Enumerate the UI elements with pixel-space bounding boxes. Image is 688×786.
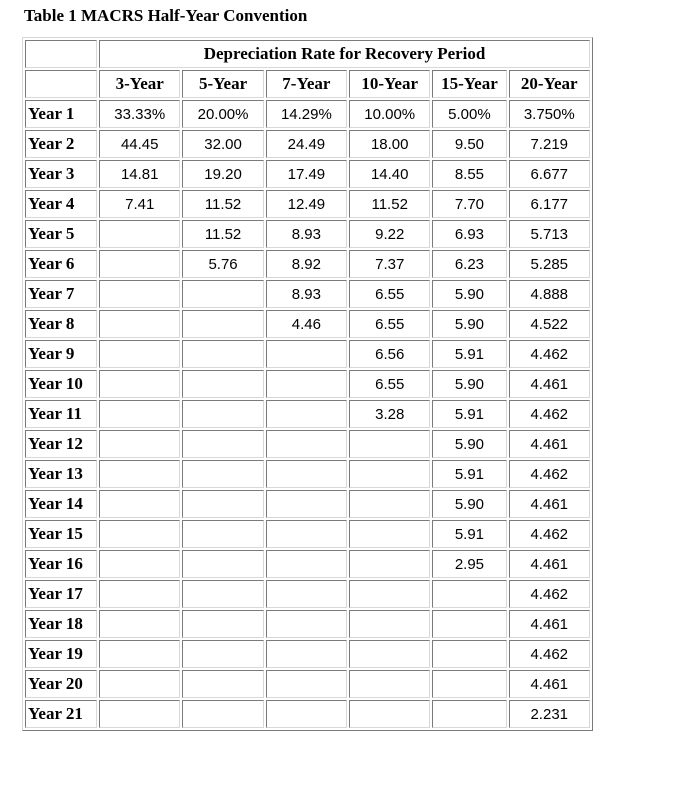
rate-cell: 24.49 (266, 130, 347, 158)
rate-cell: 7.37 (349, 250, 430, 278)
rate-cell (349, 460, 430, 488)
row-label: Year 11 (25, 400, 97, 428)
rate-cell (182, 580, 263, 608)
rate-cell: 18.00 (349, 130, 430, 158)
rate-cell: 5.91 (432, 460, 506, 488)
row-label: Year 13 (25, 460, 97, 488)
corner-cell (25, 40, 97, 68)
rate-cell (266, 610, 347, 638)
rate-cell: 4.461 (509, 490, 591, 518)
rate-cell (182, 490, 263, 518)
rate-cell (349, 640, 430, 668)
rate-cell (99, 520, 180, 548)
rate-cell: 5.00% (432, 100, 506, 128)
rate-cell (432, 670, 506, 698)
rate-cell: 44.45 (99, 130, 180, 158)
table-row (25, 700, 590, 728)
rate-cell (266, 400, 347, 428)
table-caption: Table 1 MACRS Half-Year Convention (24, 6, 308, 25)
column-header: 5-Year (182, 70, 263, 98)
rate-cell (99, 610, 180, 638)
rate-cell (432, 700, 506, 728)
rate-cell (266, 430, 347, 458)
rate-cell: 5.90 (432, 490, 506, 518)
rate-cell (266, 640, 347, 668)
rate-cell: 4.461 (509, 670, 591, 698)
rate-cell: 6.93 (432, 220, 506, 248)
rate-cell: 14.29% (266, 100, 347, 128)
rate-cell (182, 460, 263, 488)
column-header: 7-Year (266, 70, 347, 98)
rate-cell (99, 550, 180, 578)
rate-cell: 6.23 (432, 250, 506, 278)
macrs-table (22, 37, 593, 731)
rate-cell: 4.462 (509, 580, 591, 608)
rate-cell: 5.76 (182, 250, 263, 278)
rate-cell (99, 700, 180, 728)
table-row (25, 220, 590, 248)
rate-cell: 4.461 (509, 370, 591, 398)
table-row (25, 610, 590, 638)
rate-cell: 9.50 (432, 130, 506, 158)
row-label: Year 4 (25, 190, 97, 218)
rate-cell: 4.462 (509, 520, 591, 548)
rate-cell (182, 670, 263, 698)
rate-cell: 8.92 (266, 250, 347, 278)
rate-cell: 5.713 (509, 220, 591, 248)
rate-cell (182, 430, 263, 458)
rate-cell: 5.91 (432, 400, 506, 428)
rate-cell (182, 310, 263, 338)
group-header: Depreciation Rate for Recovery Period (99, 40, 590, 68)
rate-cell: 4.522 (509, 310, 591, 338)
rate-cell: 11.52 (182, 190, 263, 218)
group-header-row (25, 40, 590, 68)
row-label: Year 8 (25, 310, 97, 338)
rate-cell: 3.28 (349, 400, 430, 428)
rate-cell: 19.20 (182, 160, 263, 188)
rate-cell: 8.93 (266, 220, 347, 248)
table-row (25, 370, 590, 398)
rate-cell (432, 640, 506, 668)
rate-cell: 14.81 (99, 160, 180, 188)
rate-cell: 12.49 (266, 190, 347, 218)
row-label: Year 6 (25, 250, 97, 278)
rate-cell: 17.49 (266, 160, 347, 188)
rate-cell: 4.461 (509, 430, 591, 458)
column-header: 3-Year (99, 70, 180, 98)
rate-cell: 7.41 (99, 190, 180, 218)
rate-cell: 33.33% (99, 100, 180, 128)
row-label: Year 17 (25, 580, 97, 608)
table-row (25, 520, 590, 548)
column-header: 15-Year (432, 70, 506, 98)
table-row (25, 310, 590, 338)
table-row (25, 460, 590, 488)
rate-cell: 6.55 (349, 280, 430, 308)
table-row (25, 250, 590, 278)
column-header-row (25, 70, 590, 98)
table-row (25, 130, 590, 158)
rate-cell: 14.40 (349, 160, 430, 188)
table-row (25, 340, 590, 368)
rate-cell (182, 400, 263, 428)
row-label: Year 12 (25, 430, 97, 458)
rate-cell: 2.231 (509, 700, 591, 728)
rate-cell (182, 700, 263, 728)
rate-cell (182, 550, 263, 578)
rate-cell: 4.462 (509, 640, 591, 668)
table-row (25, 670, 590, 698)
row-label: Year 7 (25, 280, 97, 308)
rate-cell (99, 400, 180, 428)
rate-cell: 5.90 (432, 430, 506, 458)
rate-cell (266, 520, 347, 548)
rate-cell: 4.462 (509, 460, 591, 488)
column-header: 20-Year (509, 70, 591, 98)
rate-cell (266, 580, 347, 608)
rate-cell: 5.285 (509, 250, 591, 278)
table-row (25, 490, 590, 518)
rate-cell (182, 610, 263, 638)
rate-cell: 4.462 (509, 340, 591, 368)
rate-cell (349, 430, 430, 458)
rate-cell (349, 520, 430, 548)
rate-cell: 10.00% (349, 100, 430, 128)
rate-cell (99, 670, 180, 698)
rate-cell (99, 280, 180, 308)
rate-cell: 4.462 (509, 400, 591, 428)
rate-cell: 9.22 (349, 220, 430, 248)
table-row (25, 100, 590, 128)
rate-cell (349, 550, 430, 578)
rate-cell: 6.55 (349, 370, 430, 398)
rate-cell (432, 610, 506, 638)
table-row (25, 640, 590, 668)
table-row (25, 160, 590, 188)
rate-cell (99, 370, 180, 398)
table-body (25, 100, 590, 728)
row-label: Year 3 (25, 160, 97, 188)
row-label: Year 18 (25, 610, 97, 638)
rate-cell: 7.219 (509, 130, 591, 158)
row-label: Year 2 (25, 130, 97, 158)
rate-cell: 20.00% (182, 100, 263, 128)
rate-cell (99, 580, 180, 608)
rate-cell (99, 310, 180, 338)
row-label: Year 1 (25, 100, 97, 128)
rate-cell: 6.56 (349, 340, 430, 368)
rate-cell (99, 490, 180, 518)
rate-cell (99, 250, 180, 278)
rate-cell: 5.91 (432, 340, 506, 368)
rate-cell (349, 490, 430, 518)
column-header: 10-Year (349, 70, 430, 98)
row-label: Year 15 (25, 520, 97, 548)
row-label: Year 16 (25, 550, 97, 578)
rate-cell (266, 550, 347, 578)
table-row (25, 400, 590, 428)
rate-cell (266, 340, 347, 368)
rate-cell (99, 220, 180, 248)
rate-cell (99, 430, 180, 458)
rate-cell: 32.00 (182, 130, 263, 158)
table-row (25, 280, 590, 308)
rate-cell (182, 280, 263, 308)
rate-cell (349, 670, 430, 698)
table-row (25, 580, 590, 608)
rate-cell: 3.750% (509, 100, 591, 128)
rate-cell (266, 370, 347, 398)
row-label: Year 5 (25, 220, 97, 248)
rate-cell (266, 670, 347, 698)
rate-cell (349, 700, 430, 728)
rate-cell: 6.55 (349, 310, 430, 338)
row-label: Year 9 (25, 340, 97, 368)
rate-cell (182, 340, 263, 368)
table-row (25, 190, 590, 218)
rate-cell (349, 580, 430, 608)
rate-cell: 11.52 (349, 190, 430, 218)
rate-cell (99, 640, 180, 668)
rate-cell: 5.90 (432, 310, 506, 338)
rate-cell: 7.70 (432, 190, 506, 218)
rate-cell: 5.90 (432, 370, 506, 398)
rate-cell (432, 580, 506, 608)
rate-cell (266, 460, 347, 488)
rate-cell: 4.888 (509, 280, 591, 308)
row-label: Year 21 (25, 700, 97, 728)
rate-cell (99, 340, 180, 368)
rate-cell (182, 640, 263, 668)
table-row (25, 550, 590, 578)
row-label: Year 14 (25, 490, 97, 518)
rate-cell: 4.461 (509, 550, 591, 578)
rate-cell: 11.52 (182, 220, 263, 248)
rate-cell (349, 610, 430, 638)
rate-cell (266, 490, 347, 518)
rate-cell: 8.55 (432, 160, 506, 188)
rate-cell (182, 520, 263, 548)
rate-cell: 5.91 (432, 520, 506, 548)
corner-cell (25, 70, 97, 98)
rate-cell (99, 460, 180, 488)
rate-cell: 8.93 (266, 280, 347, 308)
rate-cell: 6.677 (509, 160, 591, 188)
rate-cell (266, 700, 347, 728)
rate-cell (182, 370, 263, 398)
row-label: Year 20 (25, 670, 97, 698)
table-row (25, 430, 590, 458)
rate-cell: 6.177 (509, 190, 591, 218)
rate-cell: 4.461 (509, 610, 591, 638)
row-label: Year 19 (25, 640, 97, 668)
row-label: Year 10 (25, 370, 97, 398)
rate-cell: 4.46 (266, 310, 347, 338)
rate-cell: 2.95 (432, 550, 506, 578)
rate-cell: 5.90 (432, 280, 506, 308)
